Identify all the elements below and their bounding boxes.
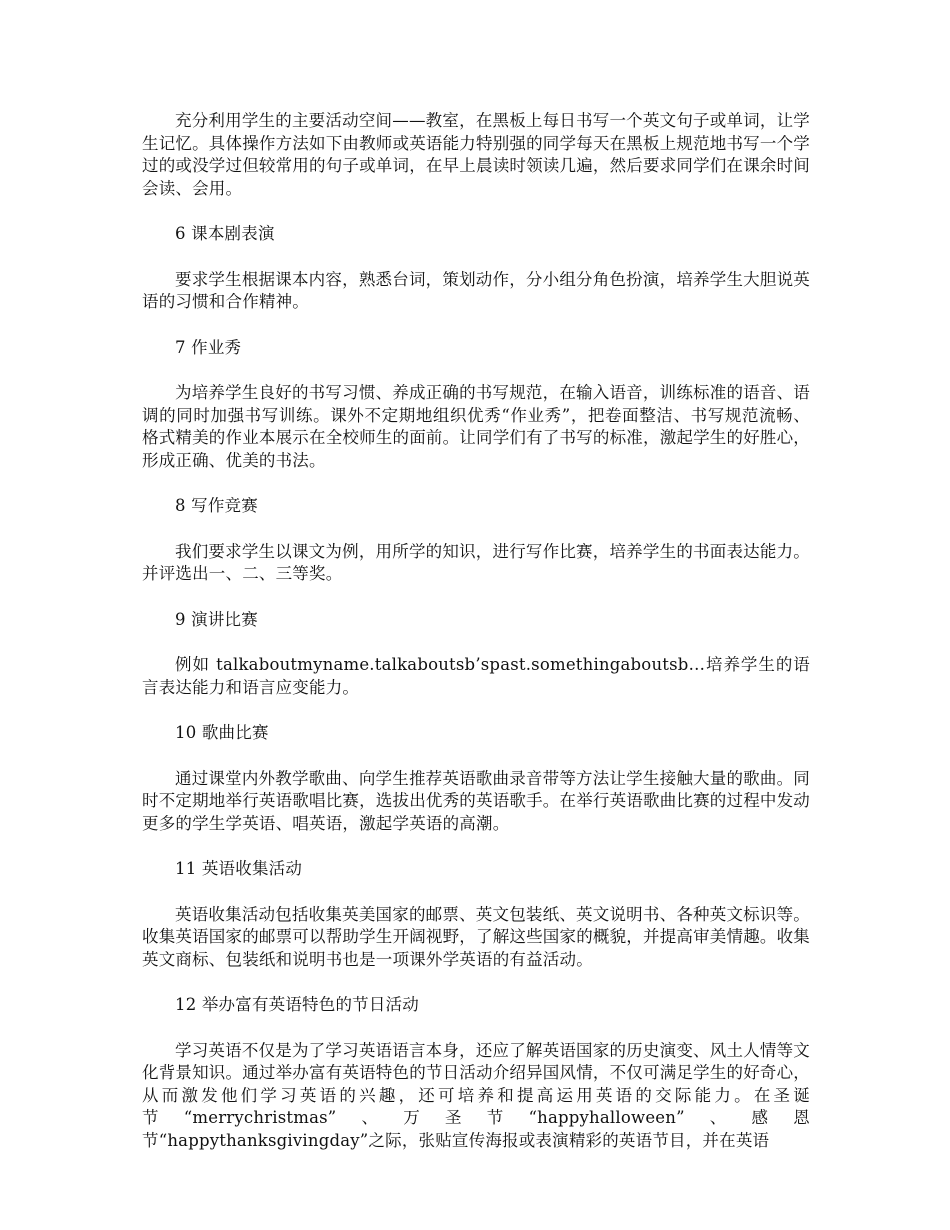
paragraph-8: 我们要求学生以课文为例，用所学的知识，进行写作比赛，培养学生的书面表达能力。并评选出一、二、三等奖。	[142, 541, 810, 583]
paragraph-7: 为培养学生良好的书写习惯、养成正确的书写规范，在输入语音，训练标准的语音、语调的同时加强书写训练。课外不定期地组织优秀“作业秀”，把卷面整洁、书写规范流畅、格式精美的作业本展示在全校师生的面前。让同学们有了书写的标准，激起学生的好胜心，形成正确、优美的书法。	[142, 383, 810, 470]
paragraph-9: 例如 talkaboutmyname.talkaboutsb’spast.somethingaboutsb…培养学生的语言表达能力和语言应变能力。	[142, 655, 810, 697]
heading-9: 9 演讲比赛	[175, 609, 258, 629]
paragraph-10: 通过课堂内外教学歌曲、向学生推荐英语歌曲录音带等方法让学生接触大量的歌曲。同时不定期地举行英语歌唱比赛，选拔出优秀的英语歌手。在举行英语歌曲比赛的过程中发动更多的学生学英语、唱英语，激起学英语的高潮。	[142, 768, 810, 833]
paragraph-6: 要求学生根据课本内容，熟悉台词，策划动作，分小组分角色扮演，培养学生大胆说英语的习惯和合作精神。	[142, 269, 810, 311]
heading-7: 7 作业秀	[175, 337, 242, 357]
heading-8: 8 写作竞赛	[175, 496, 258, 515]
paragraph-12: 学习英语不仅是为了学习英语语言本身，还应了解英语国家的历史演变、风土人情等文化背景知识。通过举办富有英语特色的节日活动介绍异国风情，不仅可满足学生的好奇心，从而激发他们学习英语的兴趣，还可培养和提高运用英语的交际能力。在圣诞节“merrychristmas”、万圣节“happyhalloween”、感恩节“happythanksgivingday”之际，张贴宣传海报或表演精彩的英语节目，并在英语	[142, 1040, 810, 1150]
heading-10: 10 歌曲比赛	[175, 723, 269, 742]
paragraph-11: 英语收集活动包括收集英美国家的邮票、英文包装纸、英文说明书、各种英文标识等。收集英语国家的邮票可以帮助学生开阔视野，了解这些国家的概貌，并提高审美情趣。收集英文商标、包装纸和说明书也是一项课外学英语的有益活动。	[142, 904, 810, 969]
document-page	[142, 110, 810, 1152]
heading-6: 6 课本剧表演	[175, 224, 275, 243]
paragraph-blackboard: 充分利用学生的主要活动空间——教室，在黑板上每日书写一个英文句子或单词，让学生记忆。具体操作方法如下由教师或英语能力特别强的同学每天在黑板上规范地书写一个学过的或没学过但较常用的句子或单词，在早上晨读时领读几遍，然后要求同学们在课余时间会读、会用。	[142, 111, 810, 198]
heading-12: 12 举办富有英语特色的节日活动	[175, 995, 419, 1014]
heading-11: 11 英语收集活动	[175, 859, 303, 878]
